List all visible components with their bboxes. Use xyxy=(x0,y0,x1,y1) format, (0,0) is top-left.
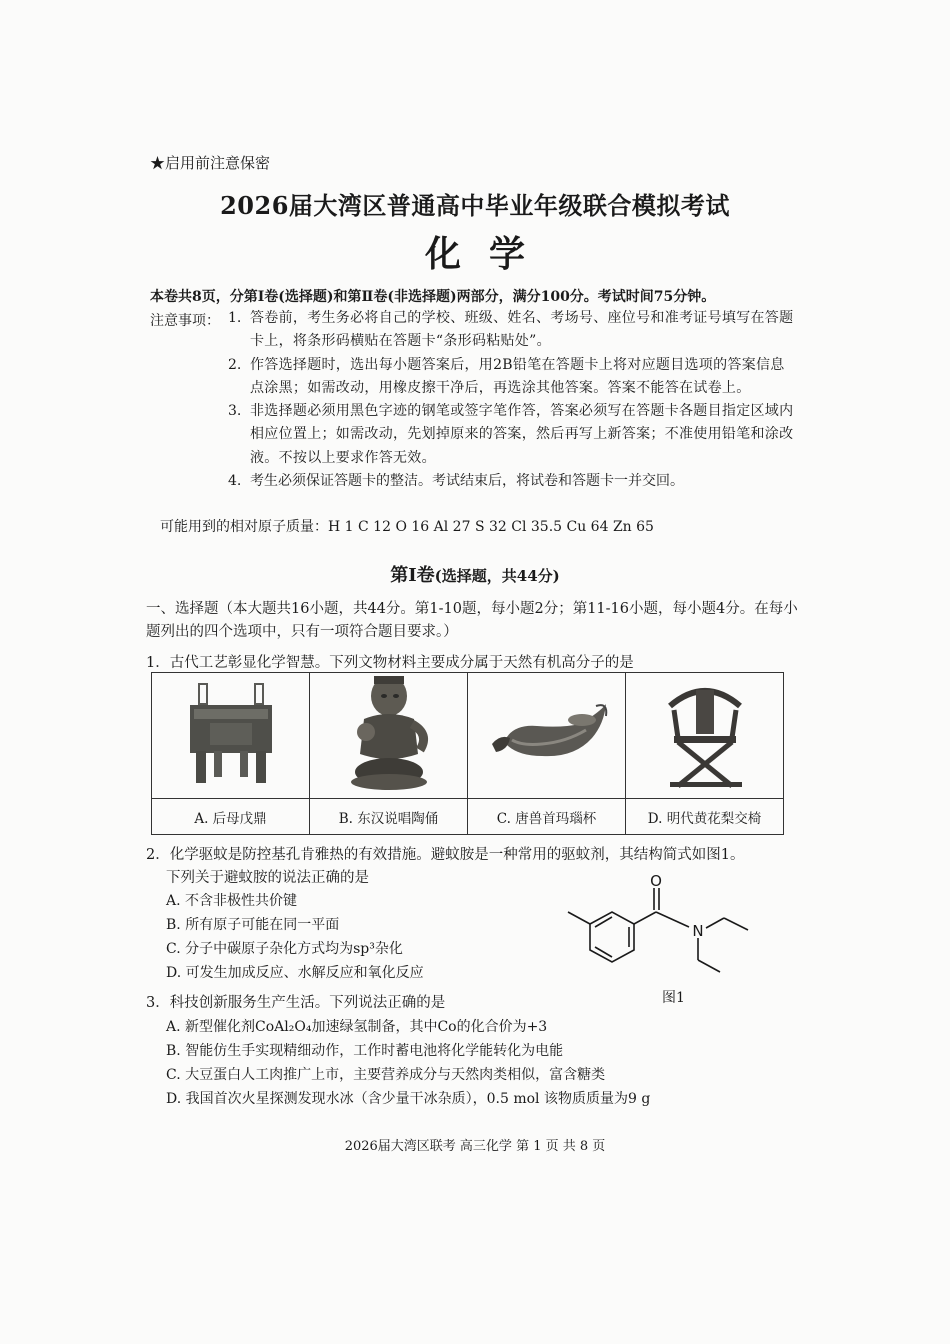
note-number: 1. xyxy=(228,310,242,326)
exam-intro: 本卷共8页，分第Ⅰ卷(选择题)和第Ⅱ卷(非选择题)两部分，满分100分。考试时间75分钟。 xyxy=(150,289,716,305)
folding-chair-icon xyxy=(650,676,760,791)
note-item xyxy=(228,354,798,401)
note-number: 2. xyxy=(228,356,242,373)
section-subtitle: (选择题，共44分) xyxy=(434,567,560,585)
nitrogen-atom-label: N xyxy=(692,922,704,940)
exam-title: 2026届大湾区普通高中毕业年级联合模拟考试 xyxy=(220,191,730,220)
artifact-image-c xyxy=(468,673,626,799)
note-text: 考生必须保证答题卡的整洁。考试结束后，将试卷和答题卡一并交回。 xyxy=(250,473,684,490)
figure-1-label: 图1 xyxy=(662,990,685,1006)
question-3-option-c: C. 大豆蛋白人工肉推广上市，主要营养成分与天然肉类相似，富含糖类 xyxy=(166,1067,606,1083)
oxygen-atom-label: O xyxy=(650,872,662,890)
notes-label: 注意事项： xyxy=(150,313,220,329)
note-text: 答卷前，考生务必将自己的学校、班级、姓名、考场号、座位号和准考证号填写在答题卡上，将条形码横贴在答题卡“条形码粘贴处”。 xyxy=(250,310,794,350)
part-instructions: 一、选择题（本大题共16小题，共44分。第1-10题，每小题2分；第11-16小题，每小题4分。在每小题列出的四个选项中，只有一项符合题目要求。） xyxy=(146,601,798,640)
question-2-stem-continued: 下列关于避蚊胺的说法正确的是 xyxy=(166,870,369,886)
question-3-stem: 3．科技创新服务生产生活。下列说法正确的是 xyxy=(146,995,446,1011)
subject-title: 化学 xyxy=(424,233,553,275)
note-number: 4. xyxy=(228,473,242,490)
page-footer: 2026届大湾区联考 高三化学 第 1 页 共 8 页 xyxy=(344,1139,606,1154)
question-1-stem: 1．古代工艺彰显化学智慧。下列文物材料主要成分属于天然有机高分子的是 xyxy=(146,655,634,671)
note-number: 3. xyxy=(228,403,242,420)
artifact-image-d xyxy=(626,673,784,799)
question-3-option-d: D. 我国首次火星探测发现水冰（含少量干冰杂质），0.5 mol 该物质质量为9 g xyxy=(166,1091,651,1107)
artifact-image-a xyxy=(152,673,310,799)
artifact-label-c: C. 唐兽首玛瑙杯 xyxy=(468,799,626,835)
deet-structure-diagram xyxy=(560,872,770,987)
question-3-option-a: A. 新型催化剂CoAl₂O₄加速绿氢制备，其中Co的化合价为+3 xyxy=(166,1019,548,1035)
artifact-label-b: B. 东汉说唱陶俑 xyxy=(310,799,468,835)
question-2-option-b: B. 所有原子可能在同一平面 xyxy=(166,917,340,933)
note-text: 非选择题必须用黑色字迹的钢笔或签字笔作答，答案必须写在答题卡各题目指定区域内相应位置上；如需改动，先划掉原来的答案，然后再写上新答案；不准使用铅笔和涂改液。不按以上要求作答无效。 xyxy=(250,403,794,466)
artifact-image-b xyxy=(310,673,468,799)
section-name: 第Ⅰ卷 xyxy=(390,565,435,586)
question-2-option-d: D. 可发生加成反应、水解反应和氧化反应 xyxy=(166,965,424,981)
note-item xyxy=(228,470,798,493)
agate-cup-icon xyxy=(482,694,612,774)
question-2-option-c: C. 分子中碳原子杂化方式均为sp³杂化 xyxy=(166,941,403,957)
notes-list xyxy=(228,307,798,493)
ding-vessel-icon xyxy=(176,679,286,789)
confidential-notice: ★启用前注意保密 xyxy=(150,154,271,172)
question-2-option-a: A. 不含非极性共价键 xyxy=(166,893,298,909)
question-2-stem: 2．化学驱蚊是防控基孔肯雅热的有效措施。避蚊胺是一种常用的驱蚊剂，其结构简式如图1。 xyxy=(146,847,745,863)
section-title xyxy=(0,561,950,587)
note-text: 作答选择题时，选出每小题答案后，用2B铅笔在答题卡上将对应题目选项的答案信息点涂黑；如需改动，用橡皮擦干净后，再选涂其他答案。答案不能答在试卷上。 xyxy=(250,356,785,396)
artifact-label-d: D. 明代黄花梨交椅 xyxy=(626,799,784,835)
note-item xyxy=(228,400,798,470)
note-item xyxy=(228,307,798,354)
question-3-option-b: B. 智能仿生手实现精细动作，工作时蓄电池将化学能转化为电能 xyxy=(166,1043,564,1059)
pottery-figure-icon xyxy=(334,674,444,794)
atomic-masses: 可能用到的相对原子质量：H 1 C 12 O 16 Al 27 S 32 Cl 35.5 Cu 64 Zn 65 xyxy=(160,519,654,535)
artifact-label-a: A. 后母戊鼎 xyxy=(152,799,310,835)
artifact-table xyxy=(151,672,784,835)
